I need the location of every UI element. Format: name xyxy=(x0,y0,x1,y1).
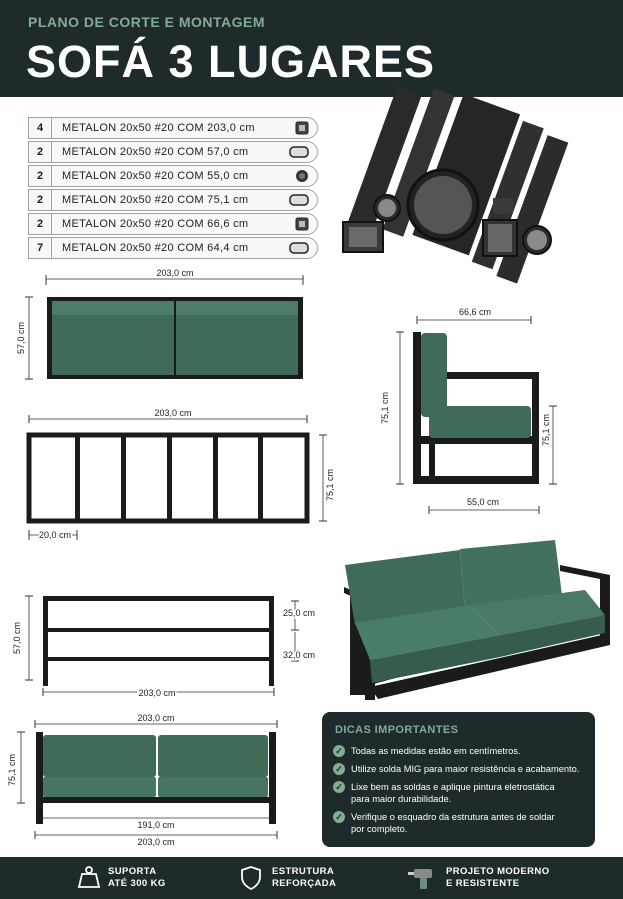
square-tube-icon xyxy=(295,121,309,135)
tip-item xyxy=(333,745,521,757)
part-qty: 2 xyxy=(29,166,52,186)
tip-text: Utilize solda MIG para maior resistência e acabamento. xyxy=(351,764,580,774)
tips-box xyxy=(322,712,595,847)
part-qty: 4 xyxy=(29,118,52,138)
header xyxy=(0,0,623,97)
square-tube-icon xyxy=(295,217,309,231)
rect-tube-icon xyxy=(289,241,309,255)
check-icon: ✓ xyxy=(333,781,345,793)
page-subtitle: PLANO DE CORTE E MONTAGEM xyxy=(28,14,266,30)
metal-tubes-illustration xyxy=(335,110,565,270)
part-qty: 2 xyxy=(29,142,52,162)
front-view-diagram xyxy=(5,710,295,850)
part-qty: 2 xyxy=(29,214,52,234)
tip-item xyxy=(333,763,579,775)
round-tube-icon xyxy=(295,169,309,183)
dim-label: 75,1 cm xyxy=(7,753,17,787)
footer xyxy=(0,857,623,899)
tip-text: Verifique o esquadro da estrutura antes de soldar por completo. xyxy=(351,812,555,834)
feature-design: PROJETO MODERNO E RESISTENTE xyxy=(446,866,550,889)
page-title: SOFÁ 3 LUGARES xyxy=(26,36,436,87)
parts-list xyxy=(28,117,318,261)
dim-label: 203,0 cm xyxy=(156,268,194,278)
part-qty: 7 xyxy=(29,238,52,258)
part-row xyxy=(28,189,318,211)
tip-text: Todas as medidas estão em centímetros. xyxy=(351,746,521,756)
tips-title: DICAS IMPORTANTES xyxy=(335,724,459,736)
part-qty: 2 xyxy=(29,190,52,210)
dim-label: 55,0 cm xyxy=(466,497,500,507)
dim-label: 25,0 cm xyxy=(282,608,316,618)
part-row xyxy=(28,165,318,187)
dim-label: 57,0 cm xyxy=(12,621,22,655)
base-frame-diagram xyxy=(12,590,325,700)
sofa-3d-illustration xyxy=(330,535,615,705)
shield-icon xyxy=(240,865,262,891)
part-desc: METALON 20x50 #20 COM 57,0 cm xyxy=(62,146,249,158)
part-desc: METALON 20x50 #20 COM 203,0 cm xyxy=(62,122,255,134)
dim-label: 203,0 cm xyxy=(137,837,175,847)
dim-label: 191,0 cm xyxy=(137,820,175,830)
part-row xyxy=(28,213,318,235)
drill-icon xyxy=(406,865,436,891)
rect-tube-icon xyxy=(289,145,309,159)
tip-item xyxy=(333,781,555,805)
dim-label: 75,1 cm xyxy=(325,468,335,502)
part-row xyxy=(28,141,318,163)
dim-label: 203,0 cm xyxy=(138,688,176,698)
check-icon: ✓ xyxy=(333,745,345,757)
dim-label: 75,1 cm xyxy=(541,413,551,447)
dim-label: 66,6 cm xyxy=(458,307,492,317)
dim-label: 75,1 cm xyxy=(380,391,390,425)
top-view-diagram xyxy=(15,265,315,390)
check-icon: ✓ xyxy=(333,763,345,775)
back-frame-diagram xyxy=(15,405,345,545)
part-desc: METALON 20x50 #20 COM 75,1 cm xyxy=(62,194,249,206)
part-desc: METALON 20x50 #20 COM 64,4 cm xyxy=(62,242,249,254)
dim-label: 203,0 cm xyxy=(154,408,192,418)
part-row xyxy=(28,117,318,139)
feature-structure: ESTRUTURA REFORÇADA xyxy=(272,866,337,889)
dim-label: 57,0 cm xyxy=(16,321,26,355)
part-desc: METALON 20x50 #20 COM 55,0 cm xyxy=(62,170,249,182)
weight-icon xyxy=(78,865,100,889)
dim-label: 20,0 cm xyxy=(38,530,72,540)
rect-tube-icon xyxy=(289,193,309,207)
part-row xyxy=(28,237,318,259)
side-view-diagram xyxy=(375,300,570,520)
check-icon: ✓ xyxy=(333,811,345,823)
dim-label: 32,0 cm xyxy=(282,650,316,660)
tip-item xyxy=(333,811,555,835)
feature-support: SUPORTA ATÉ 300 KG xyxy=(108,866,166,889)
part-desc: METALON 20x50 #20 COM 66,6 cm xyxy=(62,218,249,230)
tip-text: Lixe bem as soldas e aplique pintura eletrostática para maior durabilidade. xyxy=(351,782,555,804)
dim-label: 203,0 cm xyxy=(137,713,175,723)
